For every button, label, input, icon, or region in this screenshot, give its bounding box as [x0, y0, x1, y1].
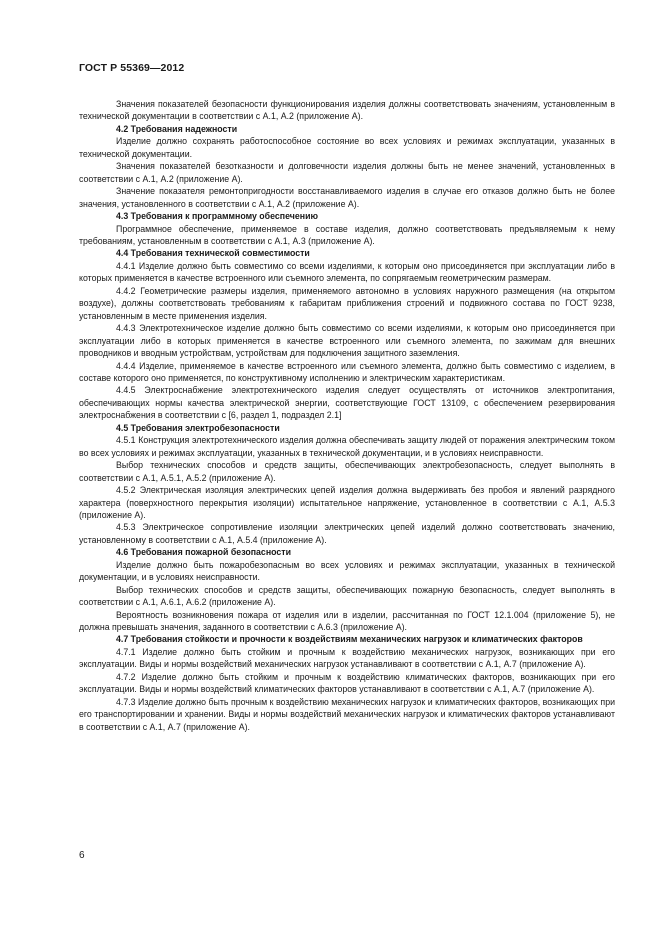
section-heading: 4.6 Требования пожарной безопасности: [116, 547, 292, 558]
section-heading: 4.7 Требования стойкости и прочности к воздействиям механических нагрузок и климатических факторов: [116, 634, 583, 645]
page-number: 6: [79, 850, 85, 861]
paragraph: 4.7.2 Изделие должно быть стойким и прочным к воздействию климатических факторов, возникающих при его эксплуатации. Виды и нормы воздействий климатических факторов устанавливают в соответствии с А.1, А.7 (приложение А).: [79, 671, 615, 695]
paragraph: 4.5.3 Электрическое сопротивление изоляции электрических цепей изделий должно соответствовать значению, установленному в соответствии с А.1, А.5.4 (приложение А).: [79, 522, 615, 545]
paragraph: 4.4.5 Электроснабжение электротехнического изделия следует осуществлять от источников электропитания, обеспечивающих нормы качества электрической энергии, соответствующие ГОСТ 13109, с обеспечением резервирования электроснабжения в соответствии с [6, раздел 1, подраздел 2.1]: [79, 385, 615, 421]
paragraph: Программное обеспечение, применяемое в составе изделия, должно соответствовать предъявляемым к нему требованиям, установленным в соответствии с А.1, А.3 (приложение А).: [79, 223, 615, 246]
paragraph: Выбор технических способов и средств защиты, обеспечивающих электробезопасность, следует выполнять в соответствии с А.1, А.5.1, А.5.2 (приложение А).: [79, 460, 615, 483]
paragraph: 4.7.3 Изделие должно быть прочным к воздействию механических нагрузок и климатических факторов, возникающих при его транспортировании и хранении. Виды и нормы воздействий механических нагрузок и климатических факторов устанавливают в соответствии с А.1, А.7 (приложение А).: [79, 696, 615, 732]
paragraph: Значение показателя ремонтопригодности восстанавливаемого изделия в случае его отказов должно быть не более значения, установленного в соответствии с А.1, А.2 (приложение А).: [79, 186, 615, 209]
paragraph: Значения показателей безотказности и долговечности изделия должны быть не менее значений, установленных в соответствии с А.1, А.2 (приложение А).: [79, 161, 615, 184]
section-heading: 4.2 Требования надежности: [116, 123, 238, 134]
paragraph: Значения показателей безопасности функционирования изделия должны соответствовать значениям, установленным в технической документации в соответствии с А.1, А.2 (приложение А).: [79, 99, 615, 122]
paragraph: 4.5.1 Конструкция электротехнического изделия должна обеспечивать защиту людей от поражения электрическим током во всех условиях и режимах эксплуатации, указанных в технической документации, и в условиях неисправности.: [79, 435, 615, 458]
document-body: [79, 98, 615, 733]
paragraph: 4.5.2 Электрическая изоляция электрических цепей изделия должна выдерживать без пробоя и явлений разрядного характера (поверхностного перекрытия изоляции) испытательное напряжение, установленное в соответствии с А.1, А.5.3 (приложение А).: [79, 485, 615, 520]
paragraph: 4.4.1 Изделие должно быть совместимо со всеми изделиями, к которым оно присоединяется при эксплуатации либо в которых применяется в качестве встроенного или съемного элемента, по сопрягаемым геометрическим размерам.: [79, 260, 615, 284]
paragraph: 4.4.2 Геометрические размеры изделия, применяемого автономно в условиях наружного размещения (на открытом воздухе), должны соответствовать требованиям к габаритам приближения строений и подвижного состава по ГОСТ 9238, установленным в месте применения изделия.: [79, 285, 615, 321]
section-heading: 4.4 Требования технической совместимости: [116, 248, 310, 259]
paragraph: Изделие должно быть пожаробезопасным во всех условиях и режимах эксплуатации, указанных в технической документации, и в условиях неисправности.: [79, 559, 615, 583]
section-heading: 4.5 Требования электробезопасности: [116, 422, 280, 433]
paragraph: 4.7.1 Изделие должно быть стойким и прочным к воздействию механических нагрузок, возникающих при его эксплуатации. Виды и нормы воздействий механических нагрузок устанавливают в соответствии с А.1, А.7 (приложение А).: [79, 646, 615, 670]
paragraph: 4.4.3 Электротехническое изделие должно быть совместимо со всеми изделиями, к которым оно присоединяется при эксплуатации либо в которых применяется в качестве встроенного или съемного элемента, по зажимам для внешних проводников и вводным устройствам, устройствам для подключения защитного заземления.: [79, 323, 615, 359]
paragraph: Изделие должно сохранять работоспособное состояние во всех условиях и режимах эксплуатации, указанных в технической документации.: [79, 136, 615, 159]
paragraph: Вероятность возникновения пожара от изделия или в изделии, рассчитанная по ГОСТ 12.1.004 (приложение 5), не должна превышать значения, заданного в соответствии с А.6.3 (приложение А).: [79, 609, 615, 633]
paragraph: Выбор технических способов и средств защиты, обеспечивающих пожарную безопасность, следует выполнять в соответствии с А.1, А.6.1, А.6.2 (приложение А).: [79, 584, 615, 608]
paragraph: 4.4.4 Изделие, применяемое в качестве встроенного или съемного элемента, должно быть совместимо с изделием, в составе которого оно применяется, по конструктивному исполнению и электрическим характеристикам.: [79, 360, 615, 383]
document-standard-header: ГОСТ Р 55369—2012: [79, 62, 185, 74]
section-heading: 4.3 Требования к программному обеспечению: [116, 211, 318, 222]
